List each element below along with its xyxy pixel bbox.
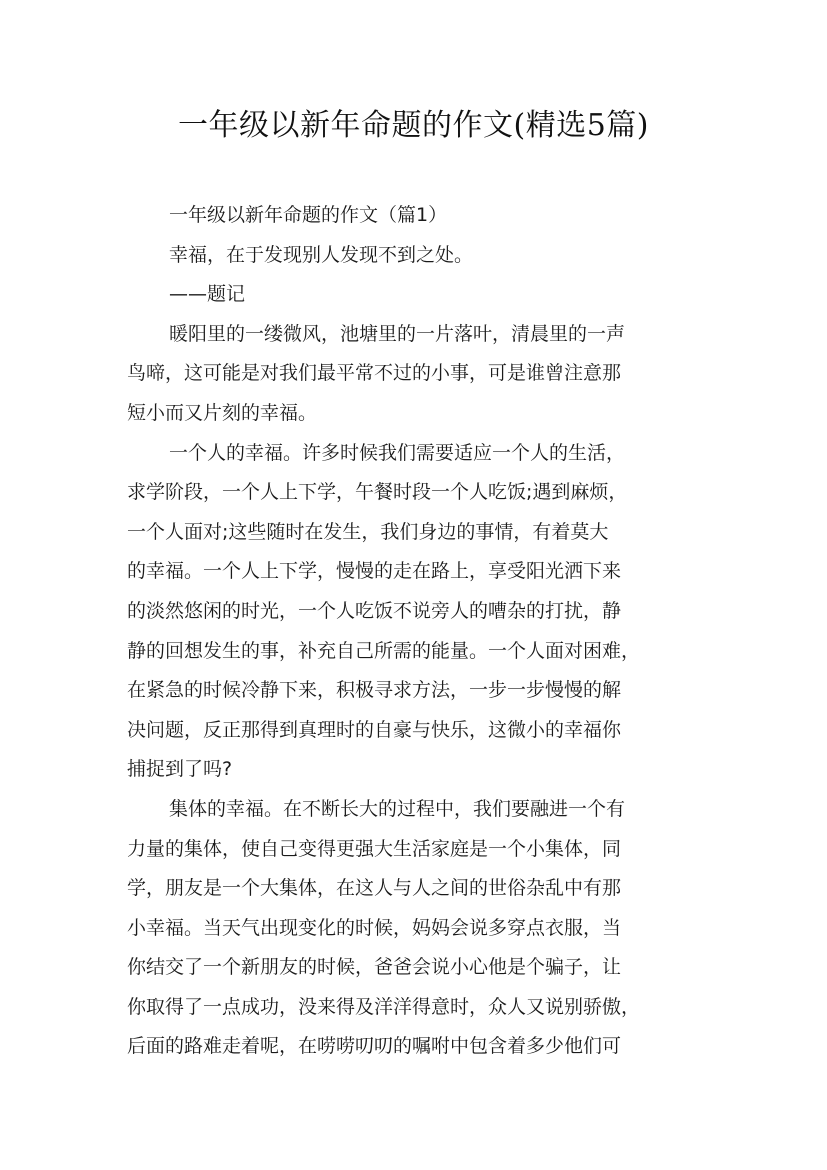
text-line: 捕捉到了吗? xyxy=(127,758,233,781)
text-line: 短小而又片刻的幸福。 xyxy=(127,401,318,424)
text-line: 集体的幸福。在不断长大的过程中，我们要融进一个有 xyxy=(169,797,626,820)
text-line: 鸟啼，这可能是对我们最平常不过的小事，可是谁曾注意那 xyxy=(127,362,622,385)
text-line: 的幸福。一个人上下学，慢慢的走在路上，享受阳光洒下来 xyxy=(127,560,622,583)
text-line: 后面的路难走着呢，在唠唠叨叨的嘱咐中包含着多少他们可 xyxy=(127,1035,622,1058)
text-line: 一年级以新年命题的作文（篇1） xyxy=(169,204,448,226)
text-line: 你结交了一个新朋友的时候，爸爸会说小心他是个骗子，让 xyxy=(127,956,622,979)
document-title: 一年级以新年命题的作文(精选5篇) xyxy=(178,108,649,143)
text-line: 你取得了一点成功，没来得及洋洋得意时，众人又说别骄傲， xyxy=(127,995,641,1018)
text-line: 学，朋友是一个大集体，在这人与人之间的世俗杂乱中有那 xyxy=(127,877,622,900)
text-line: 幸福，在于发现别人发现不到之处。 xyxy=(169,243,474,266)
text-line: 暖阳里的一缕微风，池塘里的一片落叶，清晨里的一声 xyxy=(169,322,626,345)
text-line: ——题记 xyxy=(169,283,246,306)
text-line: 一个人的幸福。许多时候我们需要适应一个人的生活， xyxy=(169,441,626,464)
text-line: 在紧急的时候冷静下来，积极寻求方法，一步一步慢慢的解 xyxy=(127,679,622,702)
text-line: 求学阶段，一个人上下学，午餐时段一个人吃饭;遇到麻烦， xyxy=(127,481,628,504)
text-line: 决问题，反正那得到真理时的自豪与快乐，这微小的幸福你 xyxy=(127,718,622,741)
text-line: 一个人面对;这些随时在发生，我们身边的事情，有着莫大 xyxy=(127,520,609,543)
document-body xyxy=(127,196,712,1067)
text-line: 力量的集体，使自己变得更强大生活家庭是一个小集体，同 xyxy=(127,837,622,860)
text-line: 静的回想发生的事，补充自己所需的能量。一个人面对困难， xyxy=(127,639,641,662)
text-line: 小幸福。当天气出现变化的时候，妈妈会说多穿点衣服，当 xyxy=(127,916,622,939)
text-line: 的淡然悠闲的时光，一个人吃饭不说旁人的嘈杂的打扰，静 xyxy=(127,599,622,622)
